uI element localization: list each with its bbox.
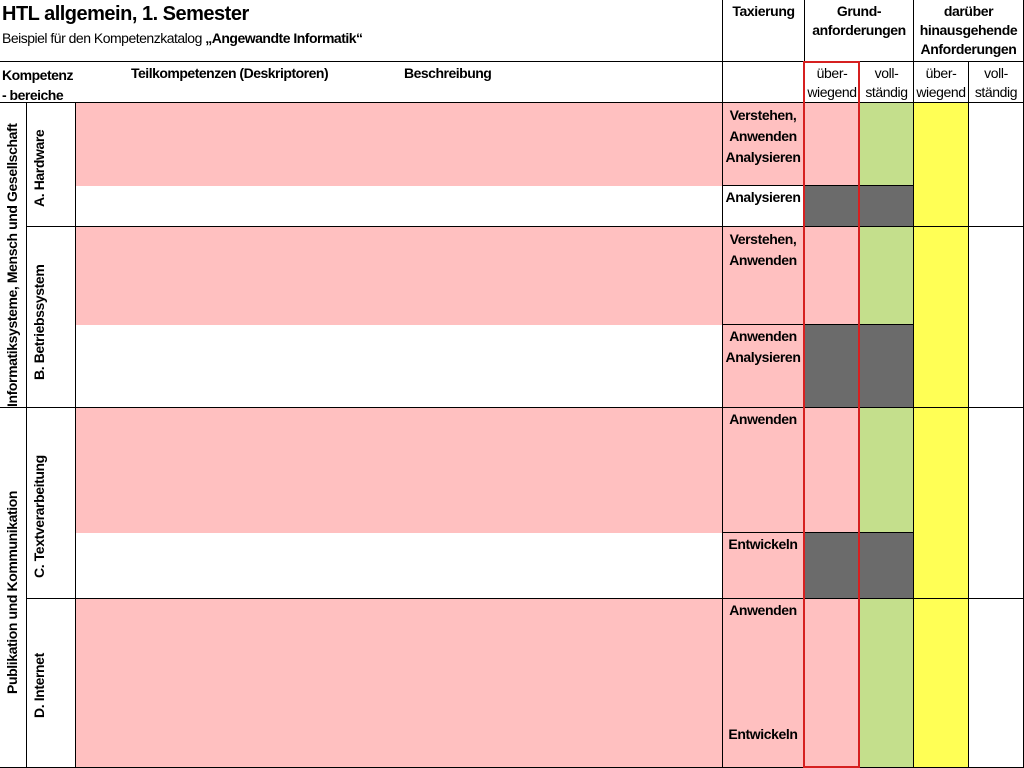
col-voll-2-line1: voll-: [984, 65, 1008, 81]
header-grund-line2: anforderungen: [812, 22, 906, 38]
header-darueber-line1: darüber: [943, 3, 994, 19]
taxierung-b2-line1: Anwenden: [729, 328, 797, 344]
header-darueber-line3: Anforderungen: [920, 41, 1017, 57]
taxierung-a1-line1: Verstehen,: [729, 107, 797, 123]
highlight-column-outline: [803, 61, 860, 768]
taxierung-a1-line2: Anwenden: [729, 128, 797, 144]
page-title: HTL allgemein, 1. Semester: [2, 3, 249, 25]
taxierung-a1: [723, 105, 803, 168]
col-ueber-1-line1: über-: [816, 65, 848, 81]
taxierung-d1: Anwenden: [729, 602, 797, 618]
subarea-betriebssystem: B. Betriebssystem: [31, 264, 47, 380]
col-ueber-1-line2: wiegend: [807, 84, 857, 100]
taxierung-d2: Entwickeln: [728, 726, 798, 742]
col-voll-2-line2: ständig: [974, 84, 1018, 100]
taxierung-b2: [723, 326, 803, 368]
taxierung-b2-line2: Analysieren: [725, 349, 801, 365]
row-c1-green: [859, 408, 914, 533]
col-ueber-2: [914, 64, 968, 102]
col-beschreibung: Beschreibung: [404, 65, 492, 81]
taxierung-c1: Anwenden: [729, 411, 797, 427]
header-grundanforderungen: [805, 2, 913, 40]
col-ueber-2-line1: über-: [925, 65, 957, 81]
subtitle-prefix: Beispiel für den Kompetenzkatalog: [2, 30, 206, 46]
taxierung-c2: Entwickeln: [728, 536, 798, 552]
subarea-hardware: A. Hardware: [31, 129, 47, 207]
area-informatiksysteme: Informatiksysteme, Mensch und Gesellschaft: [4, 123, 20, 407]
header-grund-line1: Grund-: [836, 3, 882, 19]
area-publikation: Publikation und Kommunikation: [4, 490, 20, 694]
taxierung-a2: Analysieren: [725, 189, 801, 205]
subarea-internet: D. Internet: [31, 653, 47, 718]
row-a1-green: [859, 103, 914, 186]
row-d-green: [859, 599, 914, 768]
col-ueber-2-line2: wiegend: [916, 84, 966, 100]
header-darueber-line2: hinausgehende: [919, 22, 1018, 38]
subarea-textverarbeitung: C. Textverarbeitung: [31, 455, 47, 578]
taxierung-a1-line3: Analysieren: [725, 149, 801, 165]
taxierung-b1-line2: Anwenden: [729, 252, 797, 268]
col-kompetenz-line1: Kompetenz: [2, 67, 73, 83]
col-voll-1-line1: voll-: [874, 65, 899, 81]
col-teilkompetenzen: Teilkompetenzen (Deskriptoren): [131, 65, 329, 81]
header-taxierung: Taxierung: [732, 3, 795, 19]
header-darueber: [914, 2, 1023, 59]
col-voll-2: [969, 64, 1023, 102]
col-ueber-1: [805, 64, 859, 102]
row-b1-green: [859, 227, 914, 325]
subtitle-catalog: „Angewandte Informatik“: [205, 30, 363, 46]
subtitle: [2, 30, 363, 46]
taxierung-b1: [723, 229, 803, 271]
yellow-column-fill: [914, 103, 969, 768]
col-voll-1: [860, 64, 913, 102]
col-voll-1-line2: ständig: [865, 84, 908, 100]
taxierung-b1-line1: Verstehen,: [729, 231, 797, 247]
col-kompetenz: [2, 65, 73, 105]
col-kompetenz-line2: - bereiche: [2, 87, 64, 103]
